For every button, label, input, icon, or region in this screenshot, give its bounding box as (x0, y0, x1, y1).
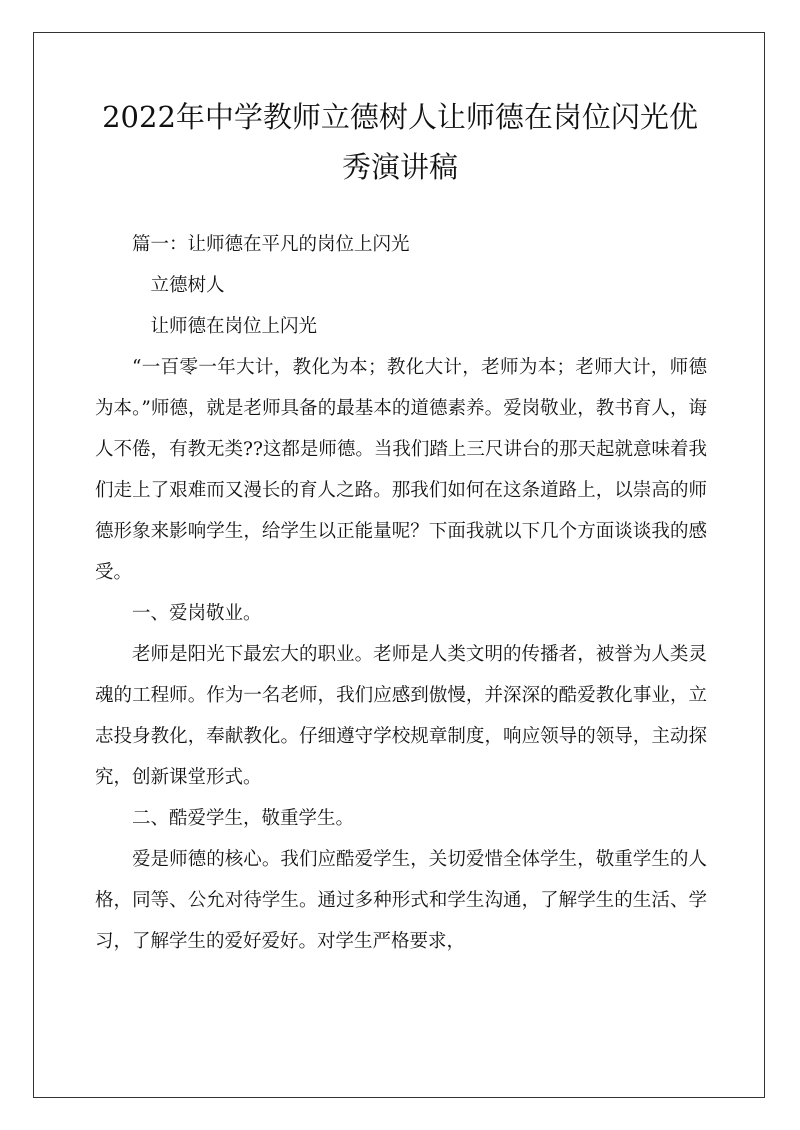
document-body (95, 224, 707, 962)
point-heading: 一、爱岗敬业。 (132, 603, 262, 624)
section-heading: 篇一：让师德在平凡的岗位上闪光 (132, 234, 410, 255)
section-subheading: 立德树人 (150, 275, 225, 296)
section-subheading: 让师德在岗位上闪光 (150, 316, 318, 337)
body-paragraph: 老师是阳光下最宏大的职业。老师是人类文明的传播者，被誉为人类灵魂的工程师。作为一名老师，我们应感到傲慢，并深深的酷爱教化事业，立志投身教化，奉献教化。仔细遵守学校规章制度，响应领导的领导，主动探究，创新课堂形式。 (95, 644, 707, 788)
body-paragraph: 爱是师德的核心。我们应酷爱学生，关切爱惜全体学生，敬重学生的人格，同等、公允对待学生。通过多种形式和学生沟通，了解学生的生活、学习，了解学生的爱好爱好。对学生严格要求， (95, 849, 707, 952)
document-title: 2022年中学教师立德树人让师德在岗位闪光优秀演讲稿 (102, 100, 698, 184)
body-paragraph: “一百零一年大计，教化为本；教化大计，老师为本；老师大计，师德为本。”师德，就是老师具备的最基本的道德素养。爱岗敬业，教书育人，诲人不倦，有教无类??这都是师德。当我们踏上三尺讲台的那天起就意味着我们走上了艰难而又漫长的育人之路。那我们如何在这条道路上，以崇高的师德形象来影响学生，给学生以正能量呢？下面我就以下几个方面谈谈我的感受。 (95, 357, 707, 583)
point-heading: 二、酷爱学生，敬重学生。 (132, 808, 355, 829)
